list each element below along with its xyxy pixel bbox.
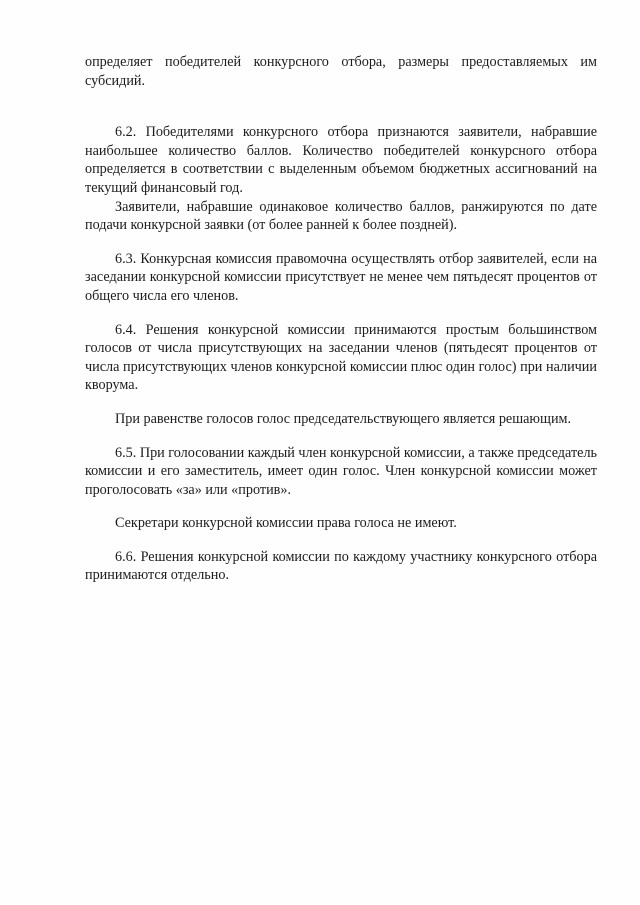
paragraph-6-3: 6.3. Конкурсная комиссия правомочна осуществлять отбор заявителей, если на заседании конкурсной комиссии присутствует не менее чем пятьдесят процентов от общего числа его членов. — [85, 250, 597, 304]
paragraph-6-2: 6.2. Победителями конкурсного отбора признаются заявители, набравшие наибольшее количество баллов. Количество победителей конкурсного отбора определяется в соответствии с выделенным объемом бюджетных ассигнований на текущий финансовый год. — [85, 124, 597, 196]
paragraph-6-5: 6.5. При голосовании каждый член конкурсной комиссии, а также председатель комиссии и его заместитель, имеет один голос. Член конкурсной комиссии может проголосовать «за» или «против». — [85, 444, 598, 498]
paragraph-secretaries: Секретари конкурсной комиссии права голоса не имеют. — [115, 515, 457, 532]
paragraph-6-4: 6.4. Решения конкурсной комиссии принимаются простым большинством голосов от числа присутствующих на заседании членов (пятьдесят процентов от числа присутствующих членов конкурсной комиссии плюс один голос) при наличии кворума. — [85, 321, 597, 394]
paragraph-6-6: 6.6. Решения конкурсной комиссии по каждому участнику конкурсного отбора принимаются отдельно. — [85, 548, 597, 584]
paragraph-continuation: определяет победителей конкурсного отбора, размеры предоставляемых им субсидий. — [85, 54, 597, 89]
paragraph-tie-vote: При равенстве голосов голос председательствующего является решающим. — [115, 410, 572, 427]
document-body — [85, 53, 597, 585]
paragraph-ranking: Заявители, набравшие одинаковое количество баллов, ранжируются по дате подачи конкурсной заявки (от более ранней к более поздней). — [85, 198, 597, 234]
